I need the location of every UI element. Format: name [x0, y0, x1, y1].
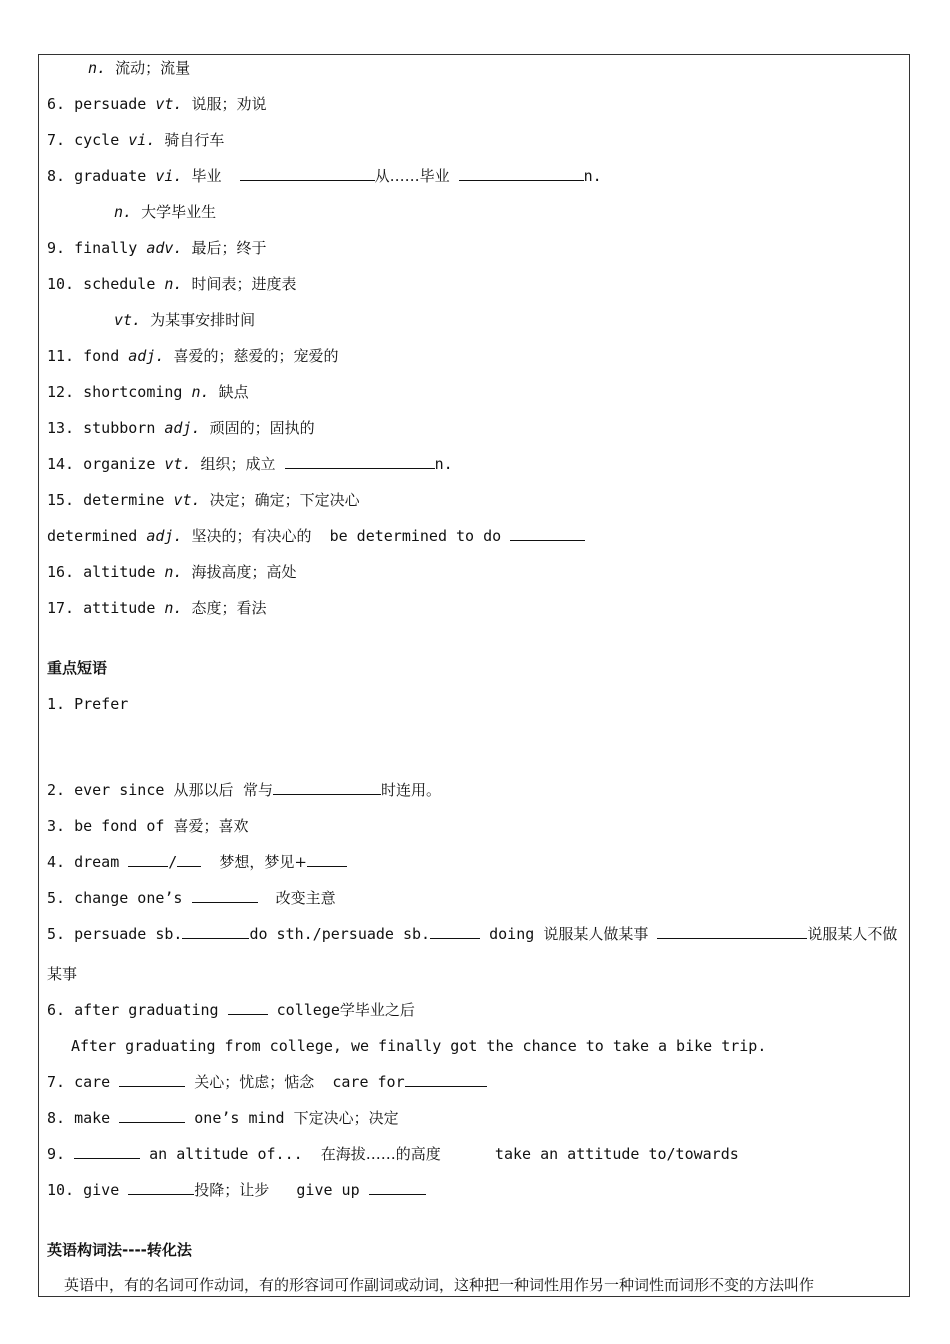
phrase-5b-cont: 某事: [47, 965, 78, 983]
phrase-5b: 5. persuade sb. do sth./persuade sb. doing 说服某人做某事 说服某人不做: [47, 925, 898, 943]
blank[interactable]: [128, 1180, 194, 1195]
blank[interactable]: [510, 526, 585, 541]
section-heading-word-formation: 英语构词法----转化法: [47, 1241, 192, 1259]
blank[interactable]: [177, 852, 201, 867]
phrase-8: 8. make one’s mind 下定决心；决定: [47, 1109, 399, 1127]
phrase-1: 1. Prefer: [47, 695, 129, 713]
vocab-11: 11. fond adj. 喜爱的；慈爱的；宠爱的: [47, 347, 339, 365]
phrase-6: 6. after graduating college学毕业之后: [47, 1001, 415, 1019]
blank[interactable]: [369, 1180, 426, 1195]
phrase-2: 2. ever since 从那以后 常与 时连用。: [47, 781, 441, 799]
phrase-3: 3. be fond of 喜爱；喜欢: [47, 817, 249, 835]
blank[interactable]: [405, 1072, 487, 1087]
phrase-4: 4. dream / 梦想，梦见+: [47, 852, 347, 872]
vocab-6: 6. persuade vt. 说服；劝说: [47, 95, 267, 113]
phrase-5: 5. change one’s 改变主意: [47, 889, 336, 907]
vocab-14: 14. organize vt. 组织；成立 n.: [47, 455, 453, 473]
vocab-9: 9. finally adv. 最后；终于: [47, 239, 267, 257]
vocab-15b: determined adj. 坚决的；有决心的 be determined to do: [47, 526, 585, 546]
vocab-17: 17. attitude n. 态度；看法: [47, 599, 267, 617]
vocab-10: 10. schedule n. 时间表；进度表: [47, 275, 297, 293]
blank[interactable]: [192, 888, 258, 903]
phrase-6-example: After graduating from college, we finally got the chance to take a bike trip.: [71, 1037, 767, 1055]
blank[interactable]: [182, 924, 249, 939]
phrase-7: 7. care 关心；忧虑；惦念 care for: [47, 1072, 487, 1092]
blank[interactable]: [657, 924, 807, 939]
section-heading-phrases: 重点短语: [47, 659, 108, 677]
blank[interactable]: [74, 1144, 140, 1159]
blank[interactable]: [240, 166, 375, 181]
vocab-7: 7. cycle vi. 骑自行车: [47, 131, 225, 149]
blank[interactable]: [285, 454, 435, 469]
vocab-16: 16. altitude n. 海拔高度；高处: [47, 563, 297, 581]
blank[interactable]: [119, 1072, 185, 1087]
blank[interactable]: [307, 852, 347, 867]
word-formation-text: 英语中，有的名词可作动词，有的形容词可作副词或动词，这种把一种词性用作另一种词性而词形不变的方法叫作: [64, 1276, 815, 1294]
vocab-5b: n. 流动；流量: [88, 59, 191, 77]
vocab-8: 8. graduate vi. 毕业 从……毕业 n.: [47, 167, 602, 185]
blank[interactable]: [119, 1108, 185, 1123]
phrase-9: 9. an altitude of... 在海拔……的高度 take an attitude to/towards: [47, 1145, 739, 1163]
blank[interactable]: [459, 166, 584, 181]
blank[interactable]: [228, 1000, 268, 1015]
vocab-13: 13. stubborn adj. 顽固的；固执的: [47, 419, 315, 437]
vocab-8b: n. 大学毕业生: [114, 203, 217, 221]
blank[interactable]: [273, 780, 381, 795]
blank[interactable]: [128, 852, 168, 867]
phrase-10: 10. give 投降；让步 give up: [47, 1180, 426, 1200]
blank[interactable]: [430, 924, 480, 939]
vocab-10b: vt. 为某事安排时间: [114, 311, 256, 329]
vocab-15: 15. determine vt. 决定；确定；下定决心: [47, 491, 360, 509]
vocab-12: 12. shortcoming n. 缺点: [47, 383, 249, 401]
